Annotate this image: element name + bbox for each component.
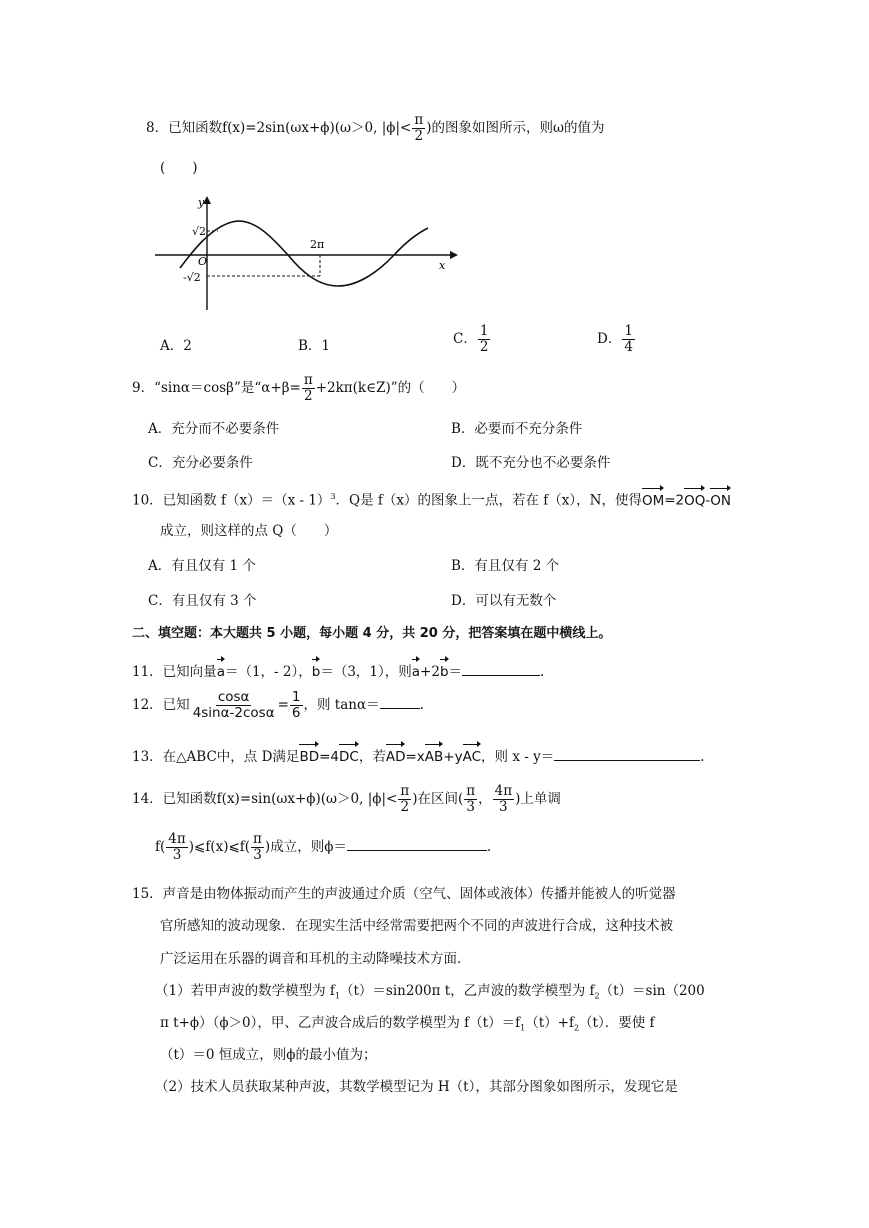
question-13: 13．在△ABC中，点 D满足BD=4DC，若AD=xAB+yAC，则 x - y＝ .: [132, 743, 705, 768]
q9-option-c: C．充分必要条件: [148, 455, 253, 471]
sqrt2-label: √2: [192, 225, 207, 238]
q8-option-c: C． $\frac{1}{2}$: [453, 323, 489, 355]
vector-on: ON: [710, 487, 731, 512]
vector-ab: AB: [425, 743, 444, 768]
pi-over-2-fraction: $\frac{\pi}{2}$: [414, 112, 424, 144]
pi-over-3-fraction: $\frac{\pi}{3}$: [253, 831, 262, 863]
cos-over-expression-fraction: $\frac{\cos\alpha}{4\sin\alpha-2\cos\alpha}$: [192, 689, 275, 721]
vector-a: a: [217, 658, 225, 683]
pi-over-2-fraction: $\frac{\pi}{2}$: [303, 372, 313, 404]
q9-option-b: B．必要而不充分条件: [451, 421, 583, 437]
vector-b: b: [312, 658, 321, 683]
one-sixth-fraction: $\frac{1}{6}$: [291, 689, 301, 721]
question-15-part1-line2: π t+ϕ）（ϕ＞0），甲、乙声波合成后的数学模型为 $f(t)=f_1(t)+f_2(t)$．要使 f: [160, 1015, 655, 1033]
y-axis-label: y: [198, 196, 205, 209]
question-12: 12．已知 $\frac{\cos\alpha}{4\sin\alpha-2\cos\alpha}$ = $\frac{1}{6}$ ，则 tanα＝ .: [132, 689, 424, 721]
answer-blank[interactable]: [554, 746, 700, 761]
x-axis-label: x: [439, 259, 446, 272]
vector-oq: OQ: [684, 487, 705, 512]
question-15-line2: 官所感知的波动现象．在现实生活中经常需要把两个不同的声波进行合成，这种技术被: [160, 918, 673, 934]
q10-option-d: D．可以有无数个: [451, 593, 557, 609]
four-pi-over-3-fraction: $\frac{4\pi}{3}$: [168, 831, 186, 863]
pi-over-2-fraction: $\frac{\pi}{2}$: [400, 783, 410, 815]
vector-a: a: [412, 658, 420, 683]
q10-option-a: A．有且仅有 1 个: [148, 558, 256, 574]
question-15-part1-line3: （t）＝0 恒成立，则ϕ的最小值为；: [160, 1047, 377, 1063]
vector-ad: AD: [386, 743, 406, 768]
answer-blank[interactable]: [380, 694, 420, 709]
question-8-stem: 8．已知函数f(x)=2sin(ωx+ϕ)(ω＞0, |ϕ|< $\frac{\pi}{2}$ )的图象如图所示，则ω的值为: [146, 112, 605, 144]
q9-option-d: D．既不充分也不必要条件: [451, 455, 611, 471]
vector-ac: AC: [463, 743, 481, 768]
one-half-fraction: $\frac{1}{2}$: [479, 323, 489, 355]
question-10-stem: 10．已知函数 f（x）＝（x - 1）$^3$．Q是 f（x）的图象上一点，若在 f（x），N，使得OM=2OQ-ON: [132, 486, 731, 512]
question-8-answer-paren: ( ): [160, 160, 198, 176]
vector-dc: DC: [339, 743, 359, 768]
question-15-line3: 广泛运用在乐器的调音和耳机的主动降噪技术方面．: [160, 951, 471, 967]
origin-label: O: [198, 255, 208, 268]
question-15-part2: （2）技术人员获取某种声波，其数学模型记为 H（t），其部分图象如图所示，发现它是: [155, 1079, 678, 1095]
answer-blank[interactable]: [347, 836, 487, 851]
question-11: 11．已知向量a＝（1，- 2），b＝（3，1），则a+2b＝ .: [132, 658, 544, 683]
x-axis-arrow: [450, 251, 458, 259]
q9-option-a: A．充分而不必要条件: [148, 421, 280, 437]
q8-option-d: D． $\frac{1}{4}$: [597, 323, 633, 355]
answer-blank[interactable]: [462, 661, 540, 676]
q10-option-b: B．有且仅有 2 个: [451, 558, 560, 574]
pi-over-3-fraction: $\frac{\pi}{3}$: [466, 783, 476, 815]
two-pi-label: 2π: [310, 238, 325, 251]
neg-sqrt2-label: -√2: [183, 271, 201, 284]
q8-option-b: B．1: [298, 338, 331, 354]
sine-graph: [150, 192, 460, 322]
question-15-line1: 15．声音是由物体振动而产生的声波通过介质（空气、固体或液体）传播并能被人的听觉器: [132, 886, 676, 902]
question-15-part1-line1: （1）若甲声波的数学模型为 $f_1(t)=\sin 200\pi$ t，乙声波的数学模型为 $f_2(t)=\sin(200$: [155, 983, 705, 1001]
four-pi-over-3-fraction: $\frac{4\pi}{3}$: [494, 783, 513, 815]
section-heading-fill-in: 二、填空题：本大题共 5 小题，每小题 4 分，共 20 分，把答案填在题中横线上。: [132, 626, 612, 641]
question-14-line1: 14．已知函数f(x)=sin(ωx+ϕ)(ω＞0, |ϕ|< $\frac{\pi}{2}$ )在区间( $\frac{\pi}{3}$ ， $\frac{4\pi}{3}$ )上单调: [132, 783, 561, 815]
q10-option-c: C．有且仅有 3 个: [148, 593, 257, 609]
question-9-stem: 9．“sinα＝cosβ”是“α+β= $\frac{\pi}{2}$ +2kπ(k∈Z)”的（ ）: [132, 372, 466, 404]
q8-option-a: A．2: [160, 338, 192, 354]
question-10-line2: 成立，则这样的点 Q（ ）: [160, 523, 338, 539]
one-quarter-fraction: $\frac{1}{4}$: [624, 323, 633, 355]
vector-om: OM: [642, 487, 664, 512]
vector-bd: BD: [299, 743, 319, 768]
vector-b: b: [440, 658, 449, 683]
question-14-line2: f( $\frac{4\pi}{3}$ )⩽f(x)⩽f( $\frac{\pi}{3}$ )成立，则ϕ＝ .: [155, 831, 492, 863]
